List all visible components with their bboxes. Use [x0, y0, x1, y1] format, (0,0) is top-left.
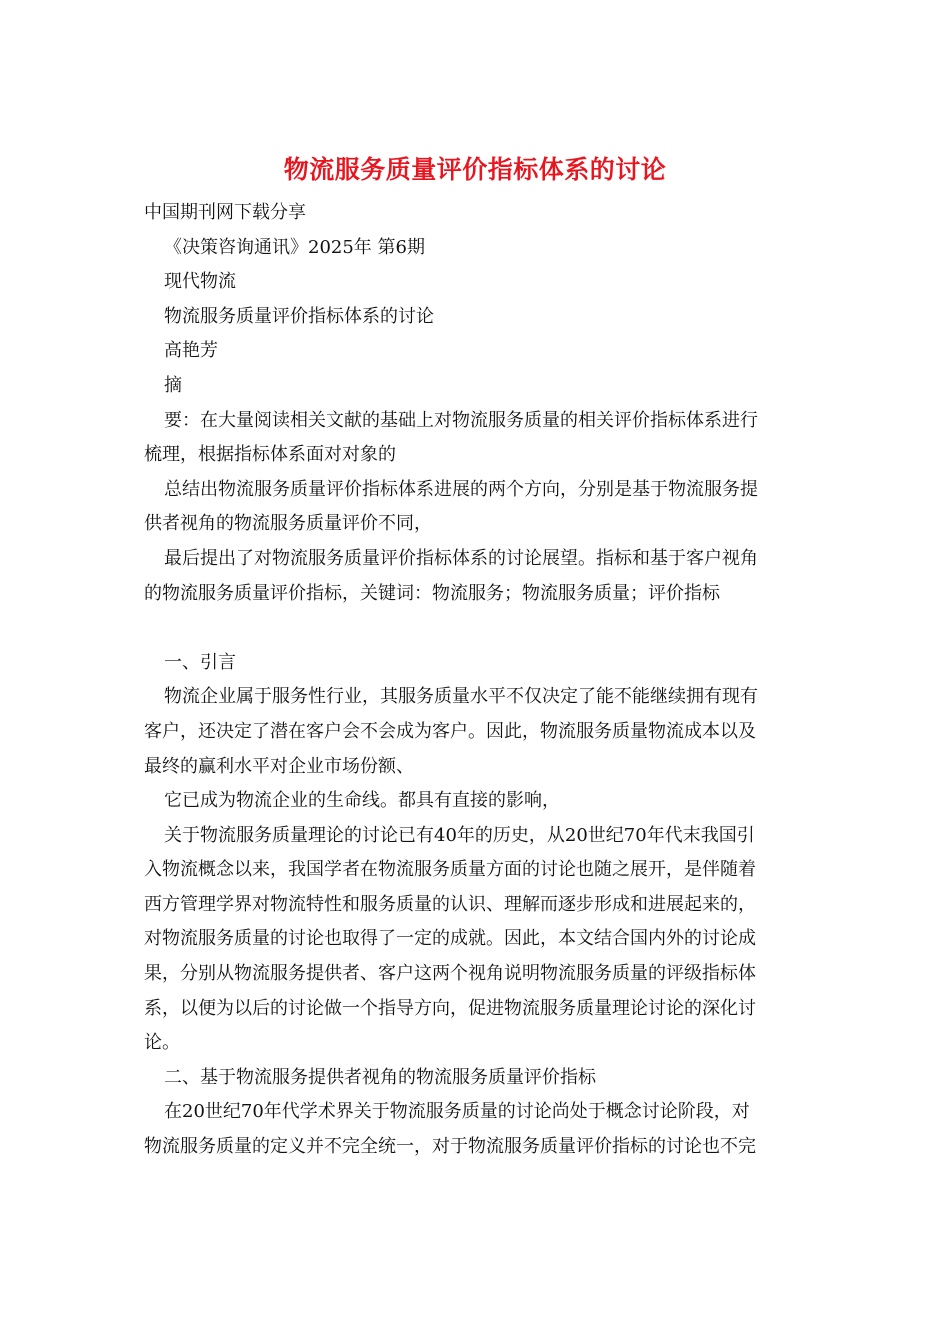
text-line: 梳理，根据指标体系面对对象的 [144, 444, 396, 466]
text-line: 它已成为物流企业的生命线。都具有直接的影响， [164, 790, 560, 812]
text-line: 物流服务质量的定义并不完全统一，对于物流服务质量评价指标的讨论也不完 [144, 1136, 756, 1158]
text-line: 在20世纪70年代学术界关于物流服务质量的讨论尚处于概念讨论阶段，对 [164, 1101, 750, 1123]
text-line: 物流企业属于服务性行业，其服务质量水平不仅决定了能不能继续拥有现有 [164, 686, 758, 708]
text-line: 西方管理学界对物流特性和服务质量的认识、理解而逐步形成和进展起来的， [144, 893, 756, 915]
text-line: 总结出物流服务质量评价指标体系进展的两个方向，分别是基于物流服务提 [164, 478, 758, 500]
text-line: 论。 [144, 1032, 180, 1054]
text-line: 最后提出了对物流服务质量评价指标体系的讨论展望。指标和基于客户视角 [164, 547, 758, 569]
text-line: 中国期刊网下载分享 [144, 202, 306, 223]
text-line: 系，以便为以后的讨论做一个指导方向，促进物流服务质量理论讨论的深化讨 [144, 997, 756, 1019]
document-body [144, 196, 798, 1165]
text-line: 最终的赢利水平对企业市场份额、 [144, 755, 414, 777]
text-line: 二、基于物流服务提供者视角的物流服务质量评价指标 [164, 1066, 596, 1088]
text-line: 一、引言 [164, 651, 236, 673]
text-line: 现代物流 [164, 271, 236, 293]
text-line: 关于物流服务质量理论的讨论已有40年的历史，从20世纪70年代末我国引 [164, 824, 755, 846]
text-line: 物流服务质量评价指标体系的讨论 [164, 305, 434, 327]
text-line: 高艳芳 [164, 340, 218, 362]
text-line: 果，分别从物流服务提供者、客户这两个视角说明物流服务质量的评级指标体 [144, 963, 756, 985]
text-line: 《决策咨询通讯》2025年 第6期 [164, 236, 425, 258]
text-line: 客户，还决定了潜在客户会不会成为客户。因此，物流服务质量物流成本以及 [144, 720, 756, 742]
text-line: 要：在大量阅读相关文献的基础上对物流服务质量的相关评价指标体系进行 [164, 409, 758, 431]
text-line: 的物流服务质量评价指标，关键词：物流服务；物流服务质量；评价指标 [144, 582, 720, 604]
blank-line [144, 611, 798, 646]
text-line: 对物流服务质量的讨论也取得了一定的成就。因此，本文结合国内外的讨论成 [144, 928, 756, 950]
text-line: 供者视角的物流服务质量评价不同， [144, 513, 432, 535]
text-line: 摘 [164, 374, 182, 396]
text-line: 入物流概念以来，我国学者在物流服务质量方面的讨论也随之展开，是伴随着 [144, 859, 756, 881]
document-title: 物流服务质量评价指标体系的讨论 [283, 155, 667, 184]
